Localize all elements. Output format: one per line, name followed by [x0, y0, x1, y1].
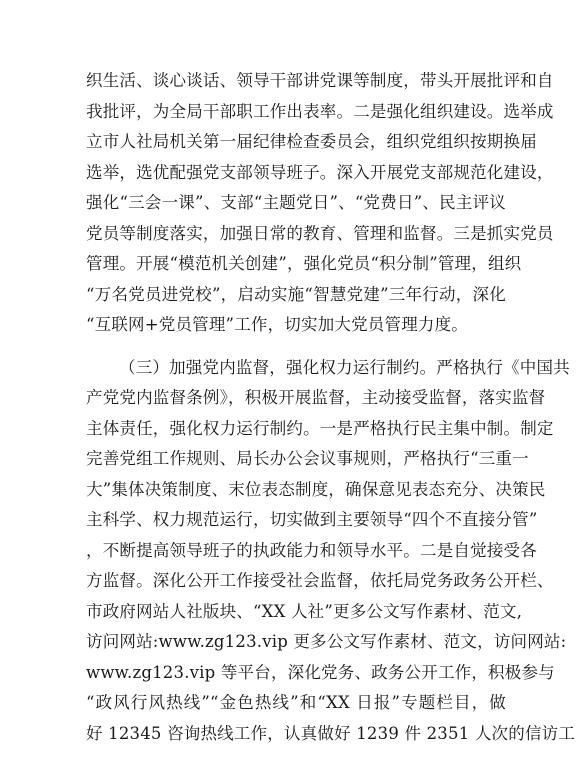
text-line: 主科学、权力规范运行，切实做到主要领导“四个不直接分管” — [86, 510, 538, 529]
text-line: 大”集体决策制度、末位表态制度，确保意见表态充分、决策民 — [86, 479, 546, 499]
text-line: 织生活、谈心谈话、领导干部讲党课等制度，带头开展批评和自 — [86, 71, 554, 90]
text-line: 市政府网站人社版块、“XX 人社”更多公文写作素材、范文, — [86, 601, 523, 621]
document-page — [86, 66, 576, 749]
text-line: 产党党内监督条例》，积极开展监督，主动接受监督，落实监督 — [86, 388, 546, 407]
text-line: 党员等制度落实，加强日常的教育、管理和监督。三是抓实党员 — [86, 223, 554, 243]
text-line: 完善党组工作规则、局长办公会议事规则，严格执行“三重一 — [86, 449, 529, 468]
text-line: 好 12345 咨询热线工作，认真做好 1239 件 2351 人次的信访工 — [86, 723, 576, 743]
text-line: 立市人社局机关第一届纪律检查委员会，组织党组织按期换届 — [86, 132, 537, 151]
text-line: www.zg123.vip 等平台，深化党务、政务公开工作，积极参与 — [86, 662, 555, 682]
text-line: 强化“三会一课”、支部“主题党日”、“党费日”、民主评议 — [86, 193, 506, 212]
text-line: 主体责任，强化权力运行制约。一是严格执行民主集中制。制定 — [86, 418, 554, 438]
text-line: 我批评，为全局干部职工作出表率。二是强化组织建设。选举成 — [86, 101, 554, 121]
paragraph-2 — [86, 353, 576, 750]
text-line: 方监督。深化公开工作接受社会监督，依托局党务政务公开栏、 — [86, 571, 554, 590]
text-line: “政风行风热线”“金色热线”和“XX 日报”专题栏目，做 — [86, 693, 506, 712]
text-line: （三）加强党内监督，强化权力运行制约。严格执行《中国共 — [119, 357, 570, 377]
text-line: “万名党员进党校”，启动实施“智慧党建”三年行动，深化 — [86, 284, 506, 304]
text-line: 选举，选优配强党支部领导班子。深入开展党支部规范化建设， — [86, 162, 554, 182]
text-line: 访问网站:www.zg123.vip 更多公文写作素材、范文，访问网站: — [86, 632, 567, 651]
text-line: ，不断提高领导班子的执政能力和领导水平。二是自觉接受各 — [86, 540, 537, 560]
text-line: 管理。开展“模范机关创建”，强化党员“积分制”管理，组织 — [86, 254, 522, 273]
text-line: “互联网+党员管理”工作，切实加大党员管理力度。 — [86, 315, 468, 334]
paragraph-1 — [86, 66, 554, 341]
